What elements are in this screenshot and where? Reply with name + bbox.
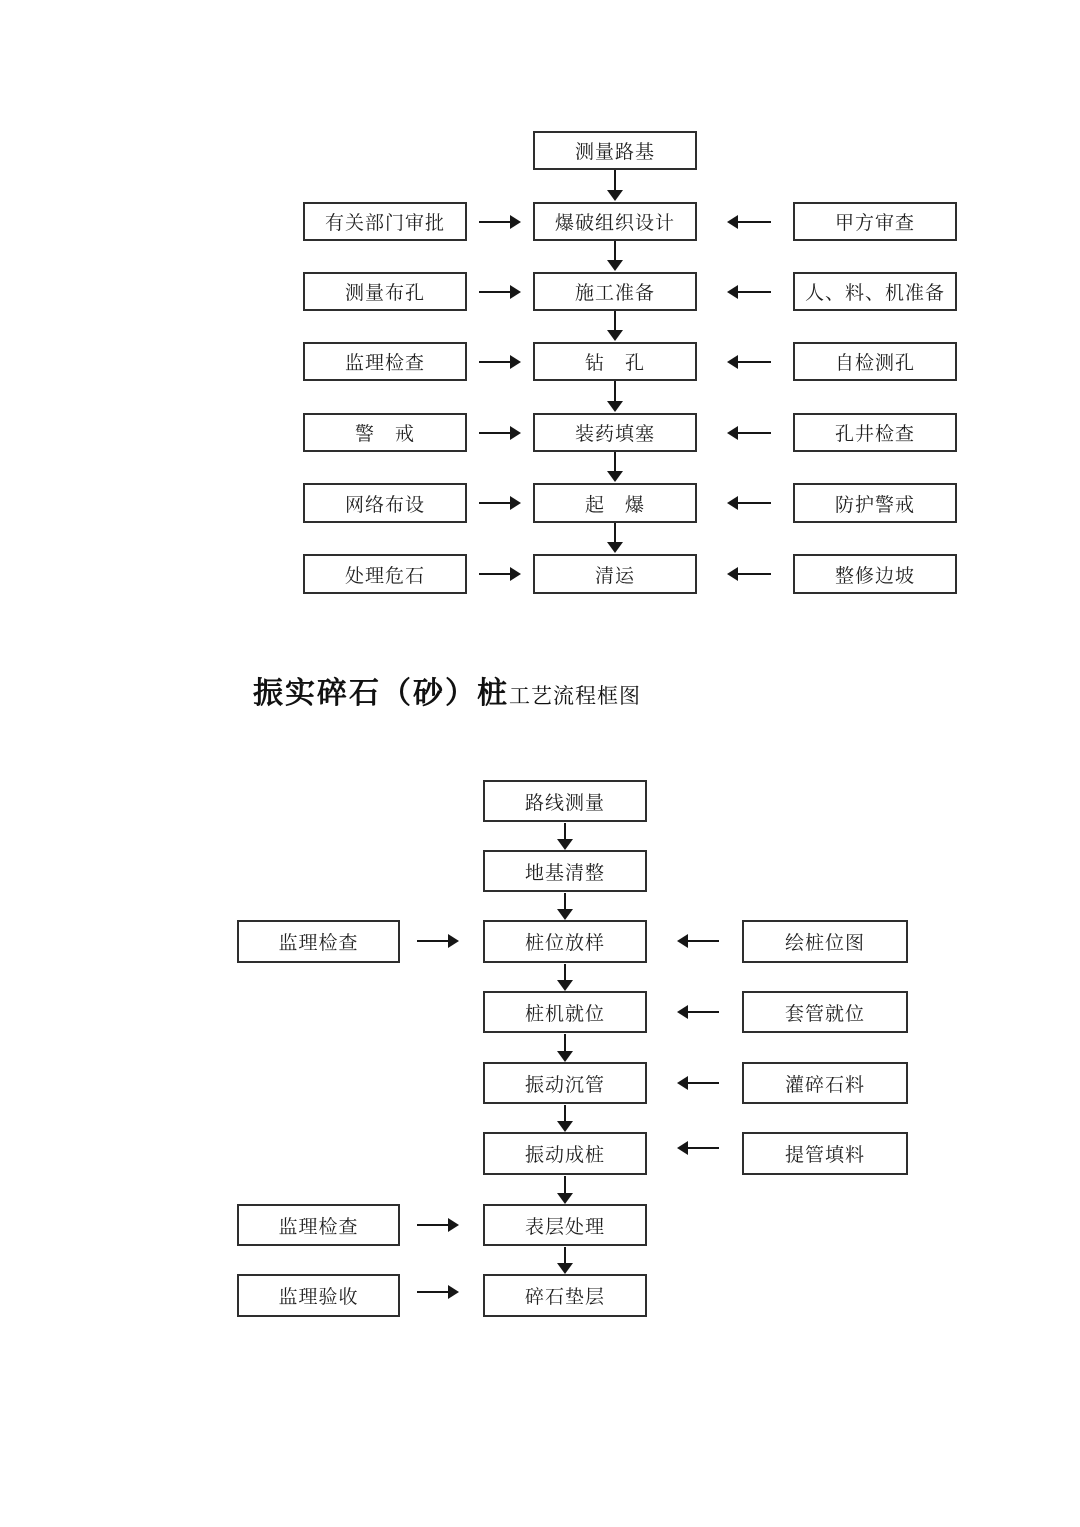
- flow1-box-guard: 警 戒: [303, 413, 467, 452]
- flow2-box-pile-setout: 桩位放样: [483, 920, 647, 963]
- flow2-box-supervision-check-2: 监理检查: [237, 1204, 400, 1246]
- right-arrow-icon: [479, 355, 521, 369]
- section-title-suffix: 工艺流程框图: [509, 684, 641, 708]
- flow2-box-supervision-check-1: 监理检查: [237, 920, 400, 963]
- right-arrow-icon: [479, 496, 521, 510]
- flow1-box-detonation: 起 爆: [533, 483, 697, 523]
- left-arrow-icon: [727, 496, 771, 510]
- flow1-box-dept-approval: 有关部门审批: [303, 202, 467, 241]
- down-arrow-icon: [557, 1034, 573, 1062]
- flow2-box-fill-gravel: 灌碎石料: [742, 1062, 908, 1104]
- flow1-box-slope-repair: 整修边坡: [793, 554, 957, 594]
- flow2-box-route-survey: 路线测量: [483, 780, 647, 822]
- right-arrow-icon: [479, 285, 521, 299]
- section-title: [253, 668, 641, 712]
- right-arrow-icon: [479, 426, 521, 440]
- flow1-box-self-check-holes: 自检测孔: [793, 342, 957, 381]
- left-arrow-icon: [677, 934, 719, 948]
- down-arrow-icon: [557, 893, 573, 920]
- section-title-main: 振实碎石（砂）桩: [253, 677, 509, 710]
- flow1-box-man-material-machine-prep: 人、料、机准备: [793, 272, 957, 311]
- flow2-box-vibro-sink-pipe: 振动沉管: [483, 1062, 647, 1104]
- flow2-box-pile-rig-in-place: 桩机就位: [483, 991, 647, 1033]
- flow2-box-foundation-clear: 地基清整: [483, 850, 647, 892]
- down-arrow-icon: [607, 381, 623, 412]
- flow1-box-clearing: 清运: [533, 554, 697, 594]
- left-arrow-icon: [677, 1076, 719, 1090]
- flow2-box-casing-in-place: 套管就位: [742, 991, 908, 1033]
- down-arrow-icon: [557, 1247, 573, 1274]
- flow1-box-party-a-review: 甲方审查: [793, 202, 957, 241]
- down-arrow-icon: [607, 311, 623, 341]
- flow1-box-hole-well-check: 孔井检查: [793, 413, 957, 452]
- down-arrow-icon: [607, 523, 623, 553]
- right-arrow-icon: [417, 1218, 459, 1232]
- left-arrow-icon: [727, 567, 771, 581]
- flow2-box-gravel-cushion: 碎石垫层: [483, 1274, 647, 1317]
- flow1-box-supervision-check: 监理检查: [303, 342, 467, 381]
- flow2-box-supervision-acceptance: 监理验收: [237, 1274, 400, 1317]
- left-arrow-icon: [677, 1141, 719, 1155]
- flow2-box-vibro-pile-form: 振动成桩: [483, 1132, 647, 1175]
- down-arrow-icon: [607, 170, 623, 201]
- down-arrow-icon: [557, 823, 573, 850]
- flow2-box-pile-position-map: 绘桩位图: [742, 920, 908, 963]
- flow1-box-construction-prep: 施工准备: [533, 272, 697, 311]
- left-arrow-icon: [677, 1005, 719, 1019]
- flow1-box-charge-stemming: 装药填塞: [533, 413, 697, 452]
- flow1-box-survey-hole-layout: 测量布孔: [303, 272, 467, 311]
- flow2-box-lift-pipe-fill: 提管填料: [742, 1132, 908, 1175]
- flow1-box-handle-danger-rock: 处理危石: [303, 554, 467, 594]
- left-arrow-icon: [727, 355, 771, 369]
- flow1-box-protection-guard: 防护警戒: [793, 483, 957, 523]
- flow1-box-network-layout: 网络布设: [303, 483, 467, 523]
- down-arrow-icon: [557, 964, 573, 991]
- flow1-box-measure-roadbed: 测量路基: [533, 131, 697, 170]
- left-arrow-icon: [727, 426, 771, 440]
- right-arrow-icon: [479, 215, 521, 229]
- down-arrow-icon: [557, 1176, 573, 1204]
- down-arrow-icon: [557, 1105, 573, 1132]
- left-arrow-icon: [727, 215, 771, 229]
- right-arrow-icon: [417, 1285, 459, 1299]
- down-arrow-icon: [607, 452, 623, 482]
- flow1-box-blast-org-design: 爆破组织设计: [533, 202, 697, 241]
- right-arrow-icon: [417, 934, 459, 948]
- left-arrow-icon: [727, 285, 771, 299]
- flow2-box-surface-treatment: 表层处理: [483, 1204, 647, 1246]
- right-arrow-icon: [479, 567, 521, 581]
- down-arrow-icon: [607, 241, 623, 271]
- flow1-box-drilling: 钻 孔: [533, 342, 697, 381]
